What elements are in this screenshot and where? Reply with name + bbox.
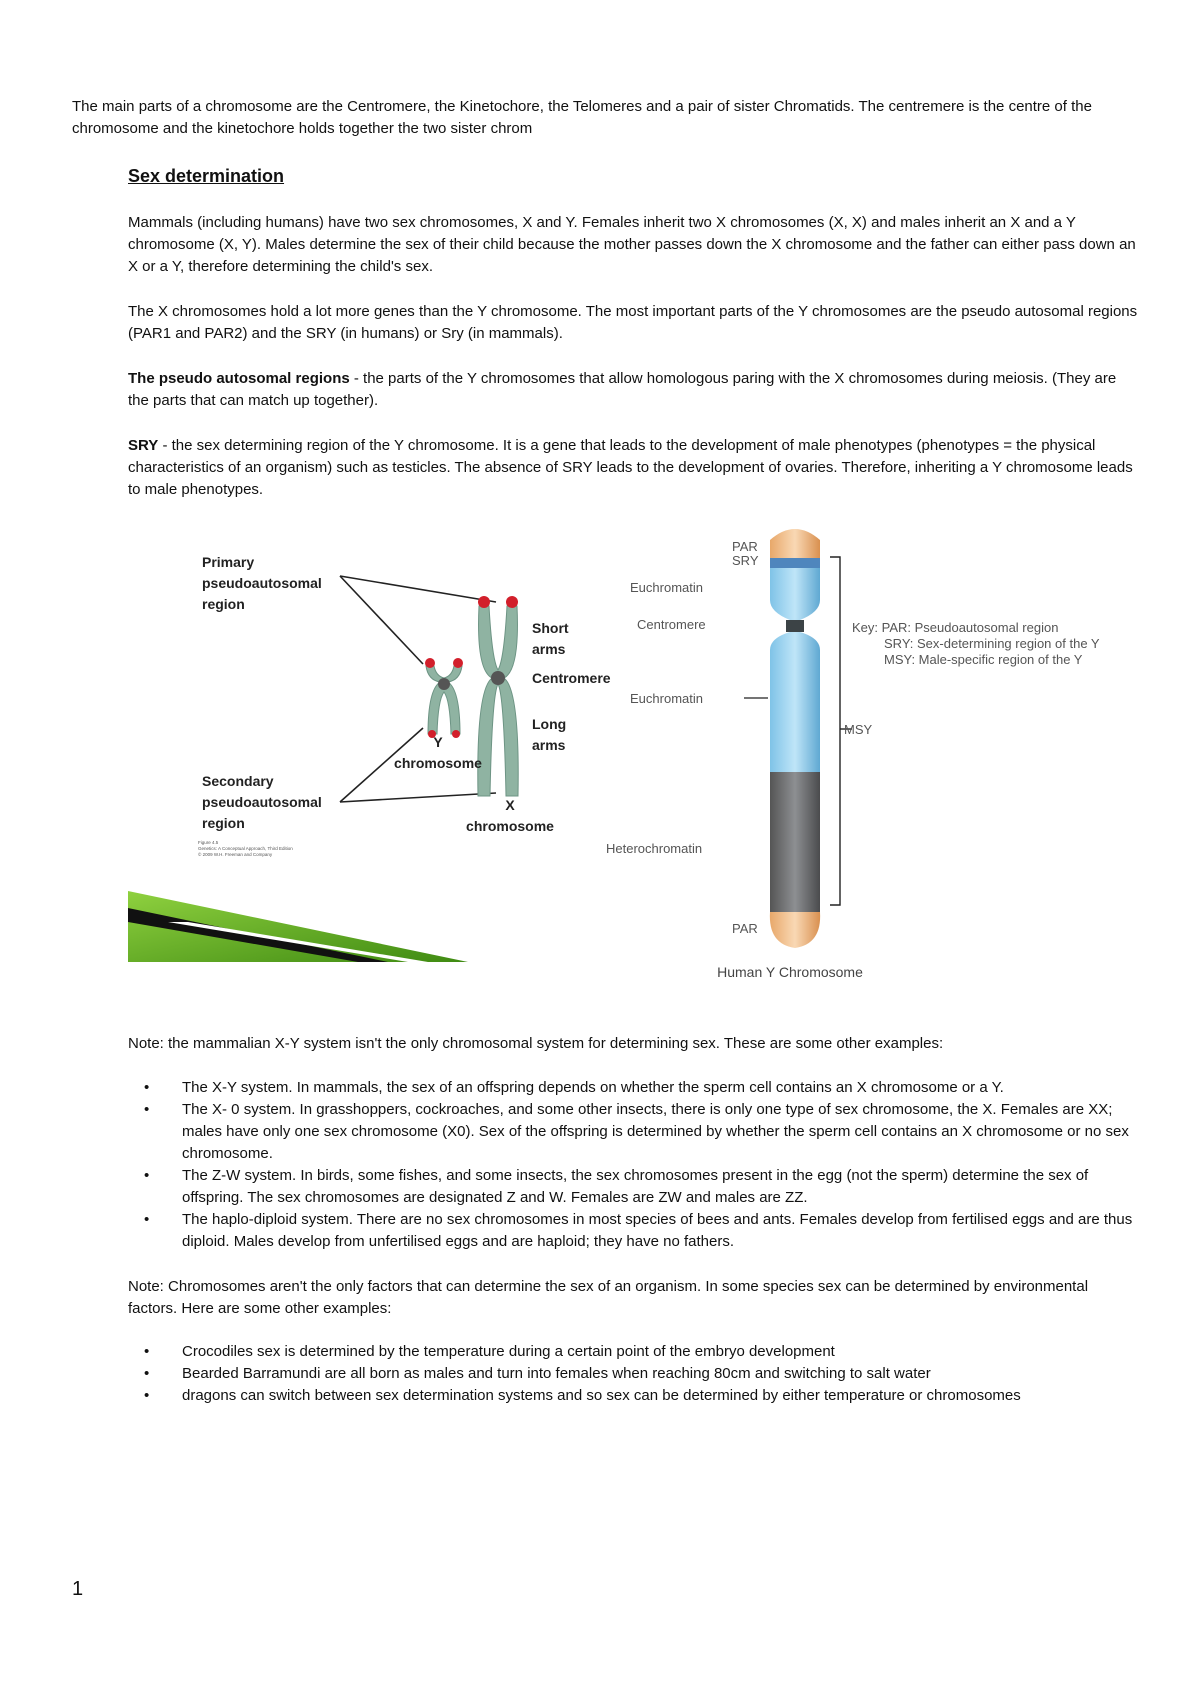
list-item (128, 1385, 1138, 1407)
page-number: 1 (72, 1578, 84, 1600)
label-secondary-line1: Secondary (202, 773, 274, 789)
paragraph-pseudo-autosomal (128, 368, 1138, 412)
label-y-line2: chromosome (394, 755, 482, 771)
bullet-icon: • (144, 1167, 150, 1184)
list-item (128, 1099, 1138, 1165)
intro-paragraph: The main parts of a chromosome are the Centromere, the Kinetochore, the Telomeres and a pair of sister Chromatids. The centremere is the centre of the chromosome and the kinetochore holds together the two sister chrom (72, 98, 1092, 137)
term-pseudo-autosomal: The pseudo autosomal regions (128, 370, 350, 387)
list-item-text: The X-Y system. In mammals, the sex of an offspring depends on whether the sperm cell contains an X chromosome or a Y. (182, 1079, 1004, 1096)
paragraph-mammals: Mammals (including humans) have two sex chromosomes, X and Y. Females inherit two X chromosomes (X, X) and males inherit an X and a Y chromosome (X, Y). Males determine the sex of their child because the mother passes down the X chromosome and the father can either pass down an X or a Y, therefore determining the child's sex. (128, 214, 1136, 275)
bullet-icon: • (144, 1365, 150, 1382)
label-short-arms-line1: Short (532, 620, 569, 636)
note-environmental-factors: Note: Chromosomes aren't the only factors that can determine the sex of an organism. In some species sex can be determined by environmental factors. Here are some other examples: (128, 1278, 1089, 1317)
label-long-arms-line1: Long (532, 716, 567, 732)
bullet-icon: • (144, 1387, 150, 1404)
note-chromosomal-systems: Note: the mammalian X-Y system isn't the only chromosomal system for determining sex. These are some other examples: (128, 1035, 944, 1052)
y-chromosome-bar (770, 529, 820, 948)
label-heterochromatin: Heterochromatin (606, 841, 703, 856)
x-chromosome-shape (478, 596, 518, 796)
label-euchromatin-bottom: Euchromatin (630, 691, 703, 706)
list-chromosomal-systems (128, 1077, 1138, 1253)
list-item (128, 1077, 1138, 1099)
list-item (128, 1165, 1138, 1209)
term-sry: SRY (128, 437, 159, 454)
label-primary-line2: pseudoautosomal (202, 575, 322, 591)
label-long-arms-line2: arms (532, 737, 566, 753)
list-item-text: dragons can switch between sex determination systems and so sex can be determined by either temperature or chromosomes (182, 1387, 1021, 1404)
y-chromosome-shape (425, 658, 463, 738)
list-item-text: The haplo-diploid system. There are no sex chromosomes in most species of bees and ants. Females develop from fertilised eggs and are thus diploid. Males develop from unfertilised eggs and are haploid; they have no fathers. (182, 1211, 1133, 1250)
list-item-text: The X- 0 system. In grasshoppers, cockroaches, and some other insects, there is only one type of sex chromosome, the X. Females are XX; males have only one sex chromosome (X0). Sex of the offspring is determined by whether the sperm cell contains an X chromosome or no sex chromosome. (182, 1101, 1129, 1162)
label-par-top: PAR (732, 539, 758, 554)
label-msy: MSY (844, 722, 873, 737)
label-par-bottom: PAR (732, 921, 758, 936)
figure-title-human-y: Human Y Chromosome (717, 964, 863, 980)
bullet-icon: • (144, 1343, 150, 1360)
section-heading: Sex determination (128, 166, 285, 186)
label-short-arms-line2: arms (532, 641, 566, 657)
figure-caption-line3: © 2009 W.H. Freeman and Company (198, 852, 273, 857)
list-item (128, 1341, 1138, 1363)
key-line3: MSY: Male-specific region of the Y (884, 652, 1083, 667)
list-environmental-examples (128, 1341, 1138, 1407)
label-sry: SRY (732, 553, 759, 568)
xy-chromosome-figure (128, 520, 648, 965)
key-line1: Key: PAR: Pseudoautosomal region (852, 620, 1059, 635)
label-secondary-line2: pseudoautosomal (202, 794, 322, 810)
paragraph-sry (128, 435, 1138, 501)
bullet-icon: • (144, 1211, 150, 1228)
figure-caption-line2: Genetics: A Conceptual Approach, Third Edition (198, 846, 293, 851)
definition-sry: - the sex determining region of the Y chromosome. It is a gene that leads to the development of male phenotypes (phenotypes = the physical characteristics of an organism) such as testicles. The absence of SRY leads to the development of ovaries. Therefore, inheriting a Y chromosome leads to male phenotypes. (128, 437, 1133, 498)
label-centromere-right: Centromere (637, 617, 706, 632)
bullet-icon: • (144, 1079, 150, 1096)
label-primary-line3: region (202, 596, 245, 612)
label-x-line2: chromosome (466, 818, 554, 834)
human-y-chromosome-figure (606, 520, 1140, 990)
label-x-line1: X (505, 797, 515, 813)
slide-decoration (128, 891, 468, 962)
list-item (128, 1209, 1138, 1253)
figure-caption-line1: Figure 4.5 (198, 840, 219, 845)
label-y-line1: Y (433, 734, 443, 750)
definition-pseudo-autosomal: - the parts of the Y chromosomes that allow homologous paring with the X chromosomes during meiosis. (They are the parts that can match up together). (128, 370, 1117, 409)
list-item-text: Crocodiles sex is determined by the temperature during a certain point of the embryo development (182, 1343, 835, 1360)
paragraph-x-chromosome: The X chromosomes hold a lot more genes than the Y chromosome. The most important parts of the Y chromosomes are the pseudo autosomal regions (PAR1 and PAR2) and the SRY (in humans) or Sry (in mammals). (128, 303, 1138, 342)
key-line2: SRY: Sex-determining region of the Y (884, 636, 1100, 651)
label-euchromatin-top: Euchromatin (630, 580, 703, 595)
bullet-icon: • (144, 1101, 150, 1118)
label-centromere: Centromere (532, 670, 611, 686)
list-item-text: Bearded Barramundi are all born as males and turn into females when reaching 80cm and switching to salt water (182, 1365, 931, 1382)
list-item-text: The Z-W system. In birds, some fishes, and some insects, the sex chromosomes present in the egg (not the sperm) determine the sex of offspring. The sex chromosomes are designated Z and W. Females are ZW and males are ZZ. (182, 1167, 1089, 1206)
list-item (128, 1363, 1138, 1385)
label-primary-line1: Primary (202, 554, 255, 570)
label-secondary-line3: region (202, 815, 245, 831)
